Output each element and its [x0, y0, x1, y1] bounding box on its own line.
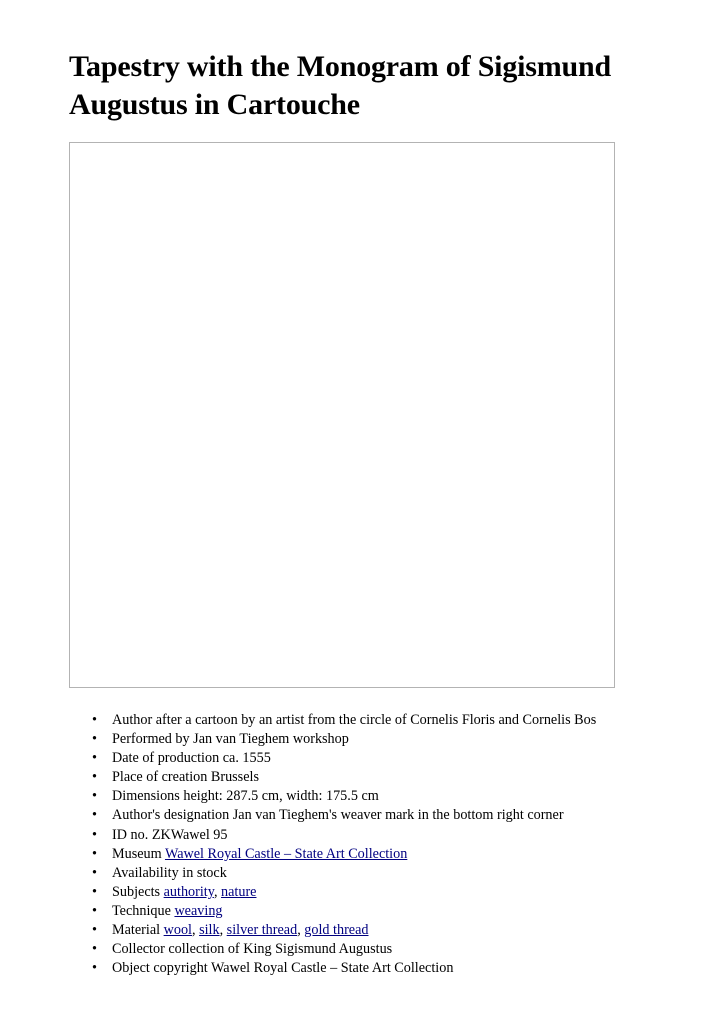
detail-designation [90, 806, 596, 825]
detail-performed-by [90, 730, 596, 749]
details-list [90, 711, 596, 978]
detail-label: Performed by [112, 731, 190, 748]
bullet-icon: • [92, 902, 97, 919]
bullet-icon: • [92, 826, 97, 843]
detail-technique [90, 902, 596, 921]
detail-value: Brussels [210, 769, 259, 786]
detail-label: Availability [112, 864, 179, 881]
detail-label: Technique [112, 902, 171, 919]
detail-value: ca. 1555 [222, 750, 271, 767]
bullet-icon: • [92, 883, 97, 900]
subject-link-nature[interactable]: nature [221, 883, 257, 900]
material-link-silk[interactable]: silk [199, 922, 220, 939]
detail-value: after a cartoon by an artist from the circle of Cornelis Floris and Cornelis Bos [155, 712, 597, 728]
detail-copyright [90, 959, 596, 978]
detail-label: Collector [112, 941, 165, 958]
material-link-gold-thread[interactable]: gold thread [304, 922, 369, 939]
detail-label: ID no. [112, 826, 149, 843]
detail-museum [90, 845, 596, 864]
bullet-icon: • [92, 712, 97, 728]
bullet-icon: • [92, 864, 97, 881]
bullet-icon: • [92, 807, 97, 824]
detail-collector [90, 940, 596, 959]
detail-label: Author [112, 712, 153, 728]
bullet-icon: • [92, 845, 97, 862]
detail-label: Object copyright [112, 960, 208, 977]
detail-subjects: • Subjects authority, nature [90, 883, 596, 902]
detail-value: height: 287.5 cm, width: 175.5 cm [183, 788, 379, 805]
detail-author [90, 711, 596, 730]
bullet-icon: • [92, 750, 97, 767]
detail-label: Place of creation [112, 769, 208, 786]
bullet-icon: • [92, 941, 97, 958]
detail-label: Date of production [112, 750, 220, 767]
detail-date [90, 749, 596, 768]
detail-material: • Material wool, silk, silver thread, gold thread [90, 921, 596, 940]
detail-place [90, 768, 596, 787]
detail-availability [90, 864, 596, 883]
detail-label: Museum [112, 845, 162, 862]
detail-value: collection of King Sigismund Augustus [168, 941, 393, 958]
bullet-icon: • [92, 788, 97, 805]
detail-value: in stock [182, 864, 227, 881]
bullet-icon: • [92, 769, 97, 786]
detail-label: Dimensions [112, 788, 180, 805]
bullet-icon: • [92, 731, 97, 748]
detail-value: Wawel Royal Castle – State Art Collection [211, 960, 454, 977]
detail-label: Author's designation [112, 807, 230, 824]
detail-id-no [90, 826, 596, 845]
subject-link-authority[interactable]: authority [163, 883, 214, 900]
detail-label: Subjects [112, 883, 161, 900]
detail-value: Jan van Tieghem workshop [193, 731, 349, 748]
bullet-icon: • [92, 960, 97, 977]
bullet-icon: • [92, 922, 97, 939]
detail-label: Material [112, 922, 161, 939]
detail-dimensions [90, 787, 596, 806]
page-title: Tapestry with the Monogram of Sigismund Augustus in Cartouche [69, 50, 611, 121]
material-link-silver-thread[interactable]: silver thread [226, 922, 298, 939]
technique-link-weaving[interactable]: weaving [174, 902, 223, 919]
museum-link[interactable]: Wawel Royal Castle – State Art Collection [164, 845, 408, 862]
detail-value: ZKWawel 95 [151, 826, 228, 843]
material-link-wool[interactable]: wool [163, 922, 192, 939]
detail-value: Jan van Tieghem's weaver mark in the bottom right corner [232, 807, 564, 824]
artwork-image-placeholder [69, 142, 615, 688]
